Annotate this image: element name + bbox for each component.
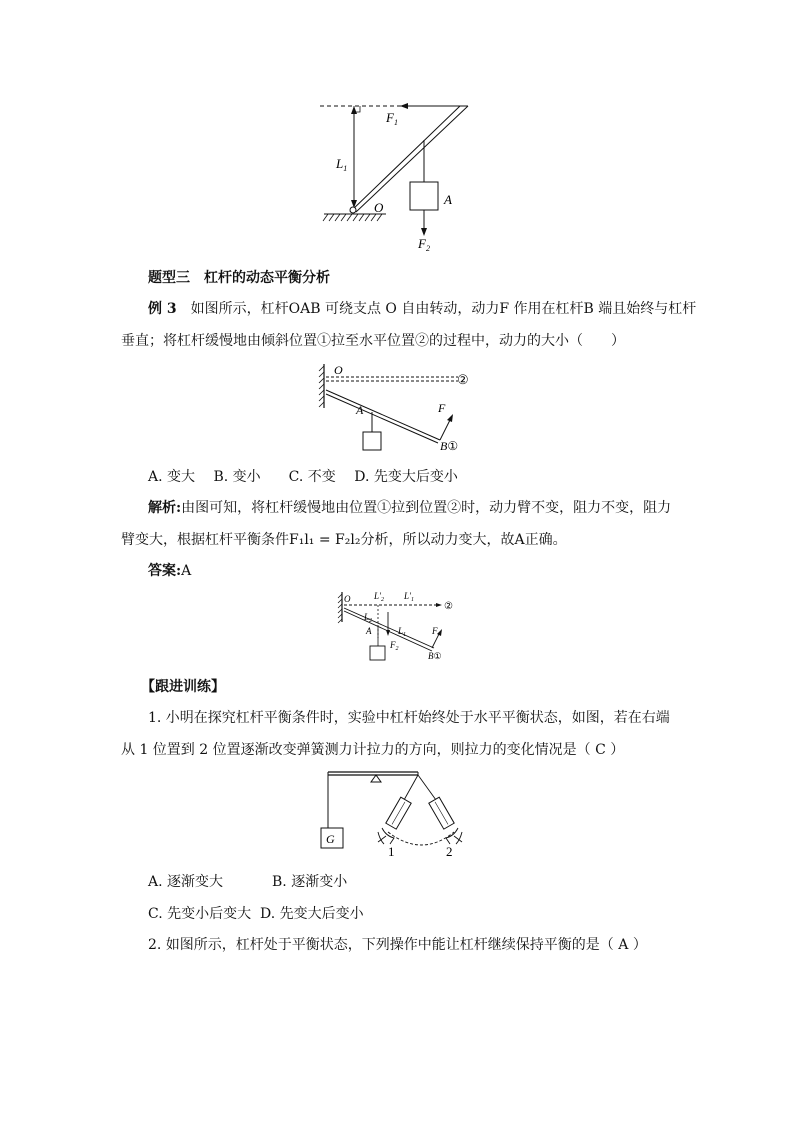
q2-line-1: 2. 如图所示，杠杆处于平衡状态，下列操作中能让杠杆继续保持平衡的是（ A ）	[148, 937, 647, 953]
label-f2: $F_2$	[390, 640, 399, 652]
example-options: A. 变大 B. 变小 C. 不变 D. 先变大后变小	[148, 469, 458, 485]
label-a: A	[444, 192, 452, 207]
example-line-2: 垂直；将杠杆缓慢地由倾斜位置①拉至水平位置②的过程中，动力的大小（ ）	[121, 333, 625, 349]
label-l1: $L_1$	[336, 156, 348, 173]
q1-option-b: B. 逐渐变小	[272, 874, 348, 890]
label-b1: B①	[440, 439, 459, 453]
analysis-line-2: 臂变大，根据杠杆平衡条件F₁l₁ = F₂l₂分析，所以动力变大，故A正确。	[121, 532, 567, 548]
q1-line-2: 从 1 位置到 2 位置逐渐改变弹簧测力计拉力的方向，则拉力的变化情况是（ C ）	[121, 742, 625, 758]
label-1: 1	[388, 844, 395, 859]
label-o: O	[334, 363, 343, 377]
label-a: A	[366, 626, 372, 636]
label-l1: $L_1$	[398, 626, 407, 638]
analysis-line-1: 解析:由图可知，将杠杆缓慢地由位置①拉到位置②时，动力臂不变，阻力不变，阻力	[148, 500, 672, 516]
section-title: 题型三 杠杆的动态平衡分析	[148, 270, 330, 286]
label-b1: B①	[428, 651, 442, 661]
label-o: O	[344, 594, 351, 604]
label-f: F	[432, 626, 438, 636]
answer-line	[148, 561, 191, 581]
answer-value: A	[181, 563, 192, 579]
q1-option-d: D. 先变大后变小	[260, 906, 364, 922]
example-line-1: 例 3 如图所示，杠杆OAB 可绕支点 O 自由转动，动力F 作用在杠杆B 端且始终与杠杆	[148, 301, 697, 317]
label-l2: $L_2$	[364, 612, 373, 624]
label-pos2: ②	[444, 601, 453, 612]
follow-title: 【跟进训练】	[141, 679, 225, 695]
q1-option-c: C. 先变小后变大	[148, 906, 252, 922]
label-g: G	[326, 832, 335, 846]
figure-spring-scale	[316, 766, 486, 862]
label-2: 2	[446, 844, 453, 859]
q1-line-1: 1. 小明在探究杠杆平衡条件时，实验中杠杆始终处于水平平衡状态，如图，若在右端	[148, 710, 670, 726]
label-l2-prime: $L'_2$	[374, 591, 384, 603]
label-f1: $F_1$	[386, 110, 398, 127]
example-label: 例 3	[148, 301, 177, 317]
figure-lever-inclined	[316, 98, 476, 258]
figure-analysis	[336, 588, 460, 664]
analysis-label: 解析:	[148, 500, 182, 516]
answer-label: 答案:	[148, 563, 182, 579]
label-l1-prime: $L'_1$	[404, 591, 414, 603]
label-a: A	[356, 403, 364, 417]
q1-option-a: A. 逐渐变大	[148, 874, 224, 890]
label-o: O	[374, 200, 384, 215]
figure-lever-wall	[316, 360, 476, 460]
label-f: F	[438, 401, 446, 415]
label-pos2: ②	[457, 372, 469, 387]
label-f2: $F_2$	[418, 236, 430, 253]
